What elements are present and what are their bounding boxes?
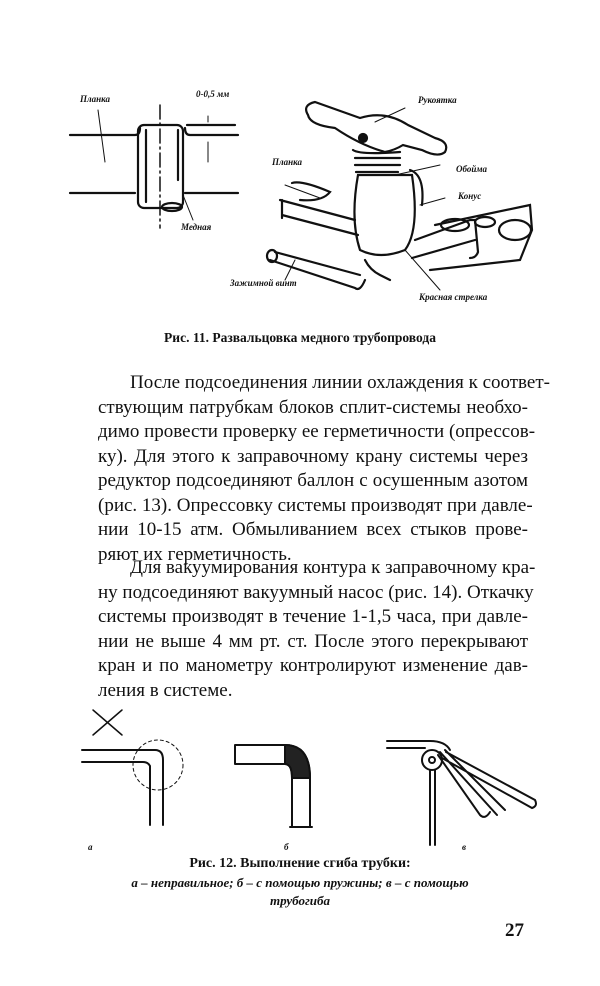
label-planka-right: Планка [272,157,302,167]
text-line: кран и по манометру контролируют изменение дав- [98,655,528,676]
label-planka-left: Планка [80,94,110,104]
figure-12-label-a: а [88,842,93,852]
text-line: ствующим патрубкам блоков сплит-системы необхо- [98,396,528,418]
label-mednaya: Медная [181,222,212,232]
text-line: После подсоединения линии охлаждения к соответ- [130,372,550,393]
text-line: Для вакуумирования контура к заправочному кра- [130,557,536,578]
paragraph-2 [98,556,536,703]
text-line: нии 10-15 атм. Обмыливанием всех стыков прове- [98,519,528,540]
figure-12-caption-title: Рис. 12. Выполнение сгиба трубки: [189,856,411,871]
text-line: редуктор подсоединяют баллон с осушенным азотом [98,470,528,491]
figure-12-label-b: б [284,842,289,852]
text-line: ку). Для этого к заправочному крану системы через [98,445,528,467]
figure-12-caption-line-1: а – неправильное; б – с помощью пружины; в – с помощью [131,875,469,890]
label-gap: 0-0,5 мм [196,89,230,99]
label-konus: Конус [458,191,482,201]
label-rukoyatka: Рукоятка [418,95,457,105]
text-line: (рис. 13). Опрессовку системы производят при давле- [98,494,533,516]
figure-12-pipe-bending-drawing [60,700,540,850]
label-oboima: Обойма [456,164,488,174]
text-line: ления в системе. [98,679,233,701]
figure-11-caption: Рис. 11. Развальцовка медного трубопровода [164,330,436,345]
text-line: ну подсоединяют вакуумный насос (рис. 14). Откачку [98,581,534,603]
figure-12-label-v: в [462,842,467,852]
paragraph-1 [98,371,550,567]
page-number: 27 [505,920,524,941]
figure-12-caption-line-2: трубогиба [269,893,331,908]
text-line: димо провести проверку ее герметичности (опрессов- [98,421,536,442]
text-line: нии не выше 4 мм рт. ст. После этого перекрывают [98,630,528,652]
text-line: ряют их герметичность. [98,543,292,565]
text-line: системы производят в течение 1-1,5 часа, при давле- [98,606,528,627]
label-krasnaya-strelka: Красная стрелка [419,292,488,302]
label-zazhimnoy-vint: Зажимной винт [230,278,297,288]
